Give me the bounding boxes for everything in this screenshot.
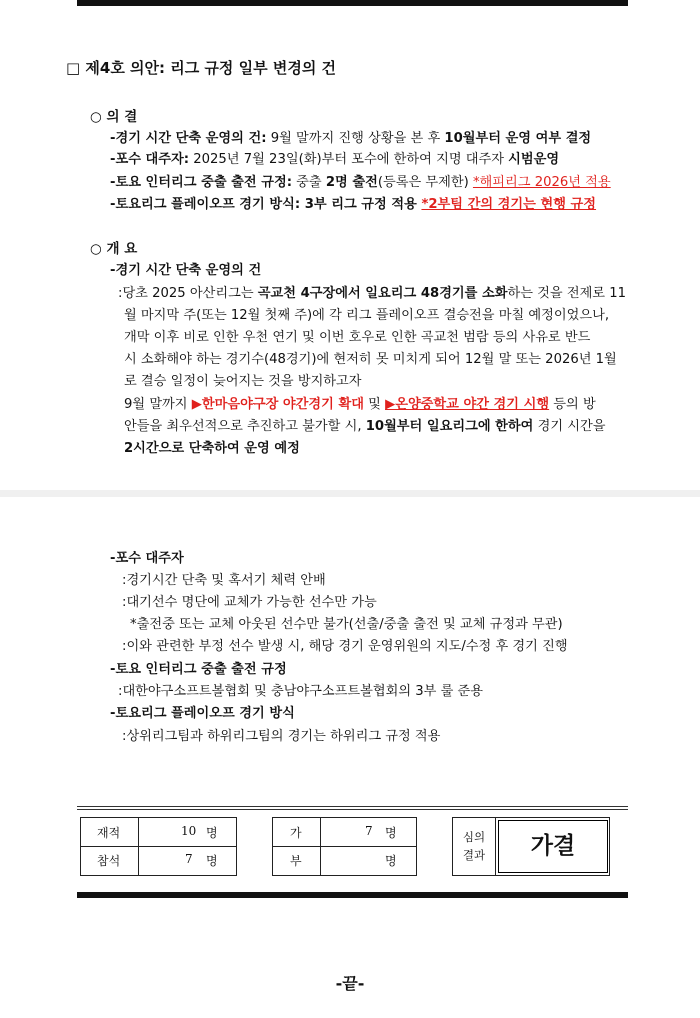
result-value: 가결 bbox=[530, 833, 576, 859]
overview-line-4: 시 소화해야 하는 경기수(48경기)에 현저히 못 미치게 되어 12월 말 또는 2026년 1월 bbox=[124, 352, 617, 367]
interleague-line: :대한야구소프트볼협회 및 충남야구소프트볼협회의 3부 룰 준용 bbox=[118, 684, 484, 699]
vote-label: 부 bbox=[290, 854, 302, 868]
document-page-1 bbox=[0, 0, 700, 490]
attendance-box bbox=[80, 817, 237, 876]
result-box bbox=[452, 817, 610, 876]
catcher-line-2: :대기선수 명단에 교체가 가능한 선수만 가능 bbox=[122, 595, 377, 610]
top-rule bbox=[77, 0, 628, 6]
attendance-row-enrolled bbox=[81, 818, 236, 846]
votes-box bbox=[272, 817, 417, 876]
decision-item-text: 3부 리그 규정 적용 bbox=[300, 197, 422, 212]
attendance-value: 7 bbox=[185, 852, 193, 866]
overview-line-6 bbox=[124, 395, 596, 415]
decision-item-note: *해피리그 2026년 적용 bbox=[472, 175, 611, 190]
overview-highlight: ▶온양중학교 야간 경기 시행 bbox=[385, 397, 550, 412]
overview-emphasis: 10월부터 일요리그에 한하여 bbox=[365, 419, 534, 434]
catcher-line-1: :경기시간 단축 및 혹서기 체력 안배 bbox=[122, 573, 326, 588]
votes-row-yes bbox=[273, 818, 416, 846]
decision-item-note: *2부팀 간의 경기는 현행 규정 bbox=[421, 197, 597, 212]
vote-unit: 명 bbox=[385, 826, 397, 840]
decision-item-emphasis: 시범운영 bbox=[508, 152, 560, 167]
vote-top-rule-1 bbox=[77, 806, 628, 807]
overview-subheading: -경기 시간 단축 운영의 건 bbox=[110, 263, 262, 278]
overview-text: 경기 시간을 bbox=[533, 419, 606, 434]
decision-item-label: -경기 시간 단축 운영의 건: bbox=[110, 131, 267, 146]
decision-item-label: -토요 인터리그 중출 출전 규정: bbox=[110, 175, 292, 190]
decision-item-text: 2025년 7월 23일(화)부터 포수에 한하여 지명 대주자 bbox=[189, 152, 509, 167]
attendance-unit: 명 bbox=[206, 826, 218, 840]
overview-line-3: 개막 이후 비로 인한 우천 연기 및 이번 호우로 인한 곡교천 범람 등의 사유로 반드 bbox=[124, 330, 591, 345]
overview-text: 안들을 최우선적으로 추진하고 불가할 시, bbox=[124, 419, 366, 434]
overview-emphasis: 곡교천 4구장에서 일요리그 48경기를 소화 bbox=[257, 286, 508, 301]
overview-text: 및 bbox=[363, 397, 386, 412]
decision-item-text: 9월 말까지 진행 상황을 본 후 bbox=[266, 131, 445, 146]
attendance-unit: 명 bbox=[206, 854, 218, 868]
catcher-heading: -포수 대주자 bbox=[110, 551, 184, 566]
overview-text: 9월 말까지 bbox=[124, 397, 192, 412]
overview-line-8: 2시간으로 단축하여 운영 예정 bbox=[124, 441, 300, 456]
overview-highlight: ▶한마음야구장 야간경기 확대 bbox=[191, 397, 364, 412]
decision-heading: ○ 의 결 bbox=[90, 109, 138, 125]
result-value-frame bbox=[498, 820, 608, 873]
decision-item-text: (등록은 무제한) bbox=[377, 175, 473, 190]
decision-item-text: 중출 bbox=[291, 175, 326, 190]
result-label: 심의 결과 bbox=[462, 830, 486, 862]
decision-item-emphasis: 2명 출전 bbox=[325, 175, 378, 190]
vote-value: 7 bbox=[365, 824, 373, 838]
attendance-label: 참석 bbox=[97, 854, 121, 868]
votes-row-no bbox=[273, 846, 416, 874]
overview-line-7 bbox=[124, 417, 605, 437]
decision-item-2 bbox=[110, 150, 559, 170]
attendance-value: 10 bbox=[181, 824, 197, 838]
overview-heading: ○ 개 요 bbox=[90, 241, 138, 257]
decision-item-3 bbox=[110, 173, 611, 193]
catcher-line-3: *출전중 또는 교체 아웃된 선수만 불가(선출/중출 출전 및 교체 규정과 무관) bbox=[130, 617, 563, 632]
decision-item-label: -포수 대주자: bbox=[110, 152, 190, 167]
document-end-mark: -끝- bbox=[335, 974, 365, 993]
vote-bottom-rule bbox=[77, 892, 628, 898]
overview-line-1 bbox=[118, 284, 666, 304]
overview-line-5: 로 결승 일정이 늦어지는 것을 방지하고자 bbox=[124, 374, 362, 389]
decision-item-emphasis: 10월부터 운영 여부 결정 bbox=[444, 131, 592, 146]
decision-item-4 bbox=[110, 195, 596, 215]
overview-text: 하는 것을 전제로 11 bbox=[507, 286, 627, 301]
overview-line-2: 월 마지막 주(또는 12월 첫째 주)에 각 리그 플레이오프 결승전을 마칠 예정이었으나, bbox=[124, 308, 610, 323]
playoff-heading: -토요리그 플레이오프 경기 방식 bbox=[110, 706, 295, 721]
playoff-line: :상위리그팀과 하위리그팀의 경기는 하위리그 규정 적용 bbox=[122, 729, 441, 744]
overview-text: :당초 2025 아산리그는 bbox=[118, 286, 258, 301]
attendance-label: 재적 bbox=[97, 826, 121, 840]
agenda-title: □ 제4호 의안: 리그 규정 일부 변경의 건 bbox=[66, 59, 337, 77]
vote-unit: 명 bbox=[385, 854, 397, 868]
catcher-line-4: :이와 관련한 부정 선수 발생 시, 해당 경기 운영위원의 지도/수정 후 경기 진행 bbox=[122, 639, 568, 654]
vote-top-rule-2 bbox=[77, 809, 628, 810]
interleague-heading: -토요 인터리그 중출 출전 규정 bbox=[110, 662, 287, 677]
vote-label: 가 bbox=[290, 826, 302, 840]
overview-text: 등의 방 bbox=[549, 397, 596, 412]
document-page-2 bbox=[0, 497, 700, 1018]
attendance-row-present bbox=[81, 846, 236, 874]
decision-item-label: -토요리그 플레이오프 경기 방식: bbox=[110, 197, 301, 212]
decision-item-1 bbox=[110, 129, 591, 149]
